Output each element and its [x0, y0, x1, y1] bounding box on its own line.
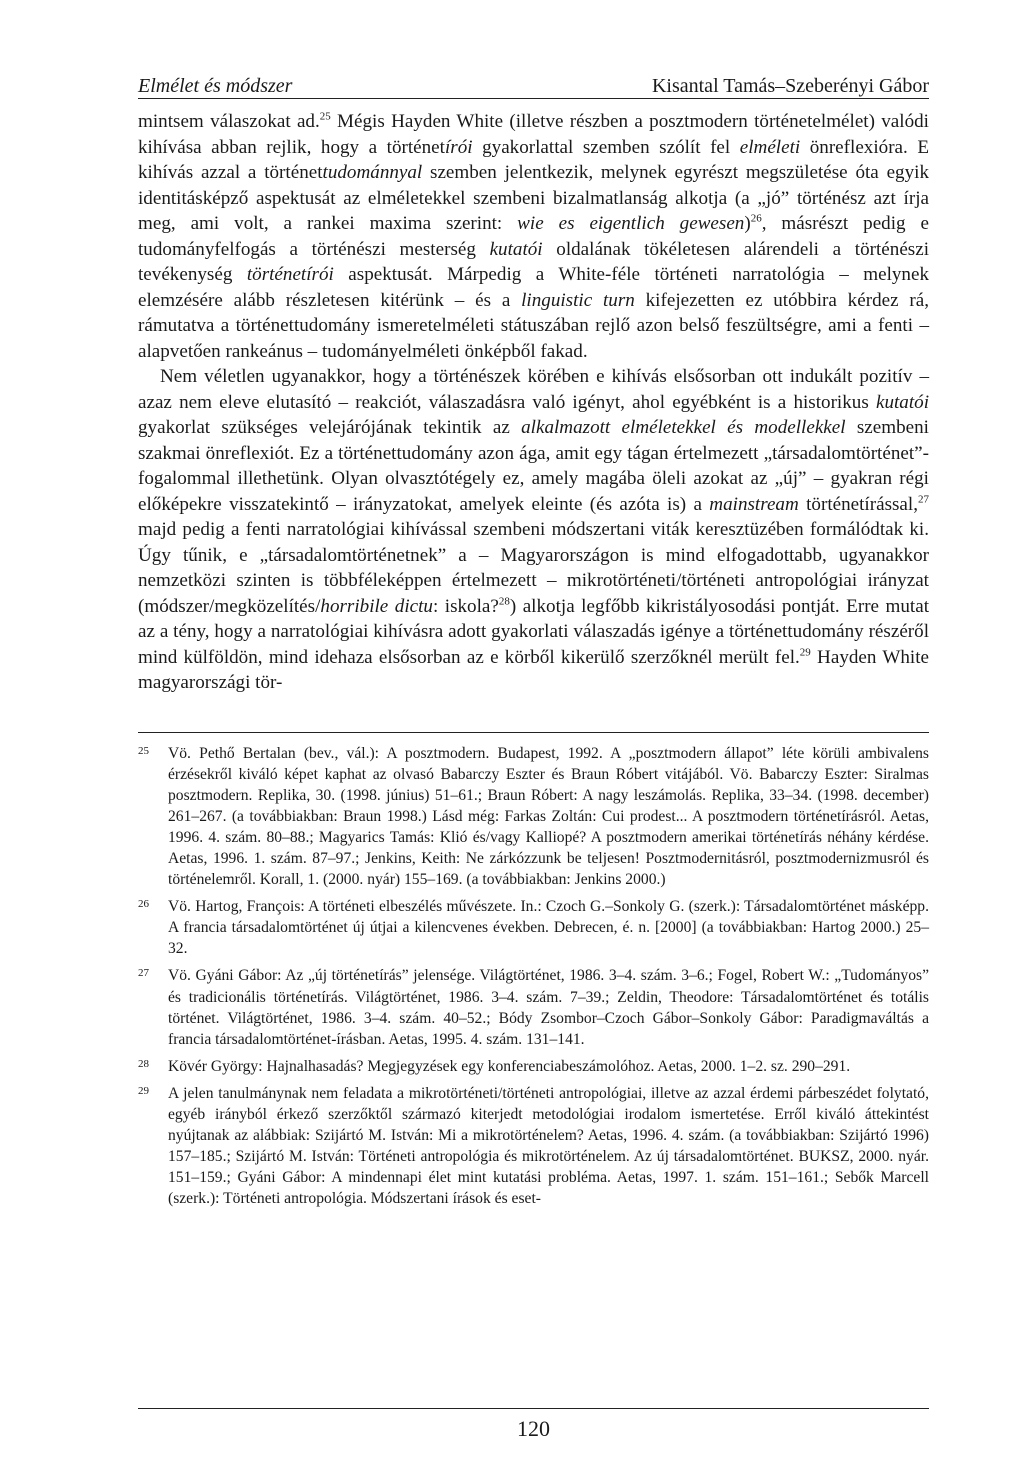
- italic-text: linguistic turn: [521, 289, 635, 311]
- footnotes: [138, 743, 929, 1210]
- italic-text: horribile dictu: [320, 595, 433, 617]
- text-run: önreflexióra. E kihívás azzal a történet: [138, 136, 929, 183]
- text-run: aspektusát. Márpedig a White-féle történeti narratológia – melynek elemzésére alább részletesen kitérünk – és a: [138, 264, 929, 311]
- authors: Kisantal Tamás–Szeberényi Gábor: [651, 75, 929, 97]
- footnote-separator: [138, 732, 929, 733]
- text-run: kifejezetten ez utóbbira kérdez rá, rámutatva a történettudomány ismeretelméleti státuszában rejlő azon belső feszültségre, ami a fenti – alapvetően rankeánus – tudományelméleti önképből fakad.: [138, 289, 929, 362]
- italic-text: kutatói: [489, 238, 543, 260]
- text-run: : iskola?: [432, 595, 499, 617]
- italic-text: írói: [444, 136, 473, 158]
- footnote-ref[interactable]: 25: [319, 110, 331, 123]
- footnote-number: 27: [138, 967, 149, 980]
- footnote-ref[interactable]: 26: [750, 212, 762, 225]
- italic-text: kutatói: [875, 391, 929, 413]
- text-run: gyakorlattal szemben szólít fel: [472, 136, 740, 158]
- text-run: majd pedig a fenti narratológiai kihívással szembeni módszertani viták keresztüzében formálódtak ki. Úgy tűnik, e „társadalomtörténetnek” a – Magyarországon is mind elfogadottabb, ugyanakkor nemzetközi szinten is többféleképpen értelmezett – mikrotörténeti/történeti antropológiai irányzat (módszer/megközelítés/: [138, 519, 929, 617]
- section-title: Elmélet és módszer: [138, 75, 293, 97]
- footnote: [138, 743, 929, 891]
- footnote-number: 26: [138, 898, 149, 911]
- text-run: Mégis Hayden White (illetve részben a posztmodern történetelmélet) valódi kihívása abban rejlik, hogy a történet: [138, 111, 929, 158]
- paragraph: [138, 109, 929, 364]
- footnote-ref[interactable]: 28: [498, 595, 510, 608]
- text-run: Nem véletlen ugyanakkor, hogy a történészek körében e kihívás elsősorban ott indukált pozitív – azaz nem eleve elutasító – reakciót, válaszadásra való igényt, ahol egyébként is a historikus: [138, 366, 929, 413]
- running-head: [138, 68, 929, 99]
- bottom-rule: [138, 1408, 929, 1409]
- italic-text: történetírói: [246, 264, 334, 285]
- text-run: gyakorlat szükséges velejárójának tekintik az: [138, 417, 522, 438]
- paragraph: [138, 364, 929, 696]
- italic-text: mainstream: [709, 493, 799, 515]
- text-run: oldalának tökéletesen alárendeli a történészi tevékenység: [138, 238, 930, 285]
- text-run: , másrészt pedig e tudományfelfogás a történészi mesterség: [138, 213, 929, 260]
- footnote-number: 25: [138, 744, 149, 757]
- footnote-text: A jelen tanulmánynak nem feladata a mikrotörténeti/történeti antropológiai, illetve az azzal érdemi párbeszédet folytató, egyéb irányból érkező szerzőktől származó kiterjedt metodológiai irodalom ismertetése. Erről kiváló áttekintést nyújtanak az alábbiak: Szijártó M. István: Mi a mikrotörténelem? Aetas, 1996. 4. szám. (a továbbiakban: Szijártó 1996) 157–185.; Szijártó M. István: Történeti antropológia és mikrotörténelem. Az új társadalomtörténet. BUKSZ, 2000. nyár. 151–159.; Gyáni Gábor: A mindennapi élet mint kutatási probléma. Aetas, 1997. 1. szám. 151–161.; Sebők Marcell (szerk.): Történeti antropológia. Módszertani írások és eset-: [168, 1084, 929, 1208]
- text-run: ) alkotja legfőbb kikristályosodási pontját. Erre mutat az a tény, hogy a narratológiai kihívásra adott gyakorlati válaszadás igénye a történettudomány részéről mind külföldön, mind idehaza elsősorban az e körből kikerülő szerzőknél merült fel.: [138, 595, 930, 668]
- text-run: ): [744, 213, 751, 234]
- italic-text: tudománnyal: [322, 162, 423, 183]
- footnote: [138, 1056, 929, 1077]
- text-run: szemben jelentkezik, melynek egyrészt megszületése óta egyik identitásképző aspektusát az elméletekkel szembeni bizalmatlanság alkotja (a „jó” történész azt írja meg, ami volt, a rankei maxima szerint:: [138, 162, 929, 234]
- footnote-ref[interactable]: 27: [917, 493, 929, 506]
- footnote-number: 29: [138, 1084, 149, 1097]
- footnote-number: 28: [138, 1057, 149, 1070]
- footnote-text: Vö. Hartog, François: A történeti elbeszélés művészete. In.: Czoch G.–Sonkoly G. (szerk.): Társadalomtörténet másképp. A francia társadalomtörténet új útjai a kilencvenes években. Debrecen, é. n. [2000] (a továbbiakban: Hartog 2000.) 25–32.: [168, 898, 929, 958]
- italic-text: elméleti: [739, 136, 801, 158]
- text-run: szembeni szakmai önreflexiót. Ez a történettudomány azon ága, amit egy tágan értelmezett „társadalomtörténet”-fogalommal illethetünk. Olyan olvasztótégely ez, amely magába öleli azokat az „új” – gyakran régi előképekre visszatekintő – irányzatokat, amelyek eleinte (és azóta is) a: [138, 417, 929, 515]
- italic-text: wie es eigentlich gewesen: [517, 213, 745, 234]
- footnote-text: Vö. Gyáni Gábor: Az „új történetírás” jelensége. Világtörténet, 1986. 3–4. szám. 3–6.; Fogel, Robert W.: „Tudományos” és tradicionális történetírás. Világtörténet, 1986. 3–4. szám. 7–39.; Zeldin, Theodore: Társadalomtörténet és totális történet. Világtörténet, 1986. 3–4. szám. 40–52.; Bódy Zsombor–Czoch Gábor–Sonkoly Gábor: Paradigmaváltás a francia társadalomtörténet-írásban. Aetas, 1995. 4. szám. 131–141.: [168, 967, 929, 1048]
- footnote: [138, 896, 929, 959]
- journal-page: [138, 68, 929, 1448]
- text-run: mintsem válaszokat ad.: [138, 111, 320, 132]
- footnote-ref[interactable]: 29: [799, 646, 811, 659]
- footnote: [138, 965, 929, 1049]
- footnote-text: Kövér György: Hajnalhasadás? Megjegyzések egy konferenciabeszámolóhoz. Aetas, 2000. 1–2. sz. 290–291.: [168, 1057, 851, 1075]
- italic-text: alkalmazott elméletekkel és modellekkel: [521, 417, 846, 438]
- footnote: [138, 1083, 929, 1210]
- text-run: Hayden White magyarországi tör-: [138, 646, 930, 693]
- page-number: 120: [517, 1416, 550, 1441]
- main-text: [138, 109, 929, 696]
- text-run: történetírással,: [798, 493, 918, 515]
- footnote-text: Vö. Pethő Bertalan (bev., vál.): A posztmodern. Budapest, 1992. A „posztmodern állapot” léte körüli ambivalens érzésekről kiváló képet kaphat az olvasó Babarczy Eszter és Braun Róbert vitájából. Vö. Babarczy Eszter: Siralmas posztmodern. Replika, 30. (1998. június) 51–61.; Braun Róbert: A nagy leszámolás. Replika, 33–34. (1998. december) 261–267. (a továbbiakban: Braun 1998.) Lásd még: Farkas Zoltán: Cui prodest... A posztmodern történetírásról. Aetas, 1996. 4. szám. 80–88.; Magyarics Tamás: Klió és/vagy Kalliopé? A posztmodern amerikai történetírás néhány kérdése. Aetas, 1996. 1. szám. 87–97.; Jenkins, Keith: Ne zárkózzunk be teljesen! Posztmodernitásról, posztmodernizmusról és történelemről. Korall, 1. (2000. nyár) 155–169. (a továbbiakban: Jenkins 2000.): [168, 744, 929, 889]
